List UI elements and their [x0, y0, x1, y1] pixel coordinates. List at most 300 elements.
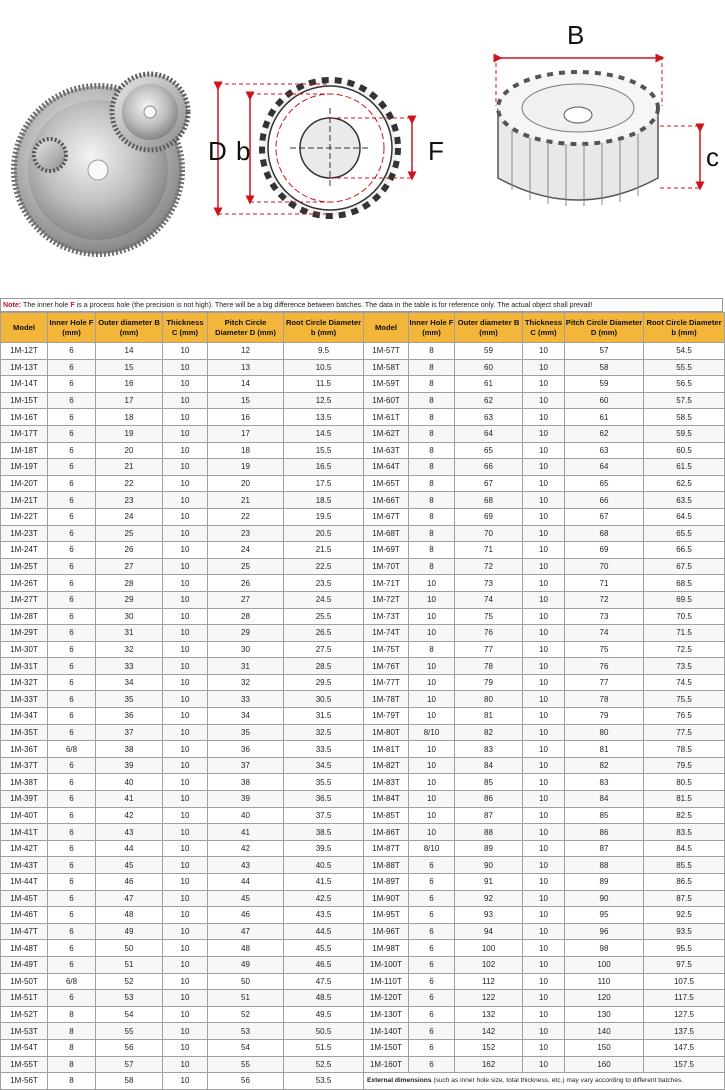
- table-row: [364, 724, 725, 741]
- cell-thickness: 10: [163, 492, 208, 509]
- cell-root-circle: 82.5: [644, 807, 725, 824]
- cell-root-circle: 49.5: [284, 1006, 364, 1023]
- cell-root-circle: 23.5: [284, 575, 364, 592]
- cell-root-circle: 61.5: [644, 459, 725, 476]
- cell-model: 1M-14T: [1, 376, 48, 393]
- cell-outer-diameter: 92: [455, 890, 523, 907]
- cell-thickness: 10: [523, 874, 565, 891]
- cell-thickness: 10: [163, 558, 208, 575]
- table-row: [1, 459, 364, 476]
- cell-outer-diameter: 38: [96, 741, 163, 758]
- cell-root-circle: 17.5: [284, 475, 364, 492]
- cell-inner-hole: 6: [409, 990, 455, 1007]
- header-inner-hole: Inner Hole F (mm): [48, 313, 96, 343]
- cell-model: 1M-72T: [364, 591, 409, 608]
- cell-root-circle: 46.5: [284, 956, 364, 973]
- cell-inner-hole: 6: [409, 1056, 455, 1073]
- table-row: [1, 442, 364, 459]
- cell-pitch-circle: 27: [208, 591, 284, 608]
- cell-model: 1M-80T: [364, 724, 409, 741]
- cell-outer-diameter: 93: [455, 907, 523, 924]
- cell-pitch-circle: 110: [565, 973, 644, 990]
- cell-thickness: 10: [523, 641, 565, 658]
- header-inner-hole: Inner Hole F (mm): [409, 313, 455, 343]
- cell-pitch-circle: 47: [208, 923, 284, 940]
- footer-bold: External dimensions: [367, 1077, 432, 1085]
- cell-inner-hole: 6: [48, 442, 96, 459]
- cell-pitch-circle: 62: [565, 425, 644, 442]
- cell-root-circle: 29.5: [284, 674, 364, 691]
- cell-outer-diameter: 75: [455, 608, 523, 625]
- cell-model: 1M-130T: [364, 1006, 409, 1023]
- table-row: [1, 625, 364, 642]
- cell-inner-hole: 6: [48, 641, 96, 658]
- cell-inner-hole: 8: [409, 558, 455, 575]
- cell-inner-hole: 6: [409, 857, 455, 874]
- table-row: [364, 708, 725, 725]
- cell-thickness: 10: [163, 990, 208, 1007]
- table-row: [1, 525, 364, 542]
- cell-inner-hole: 6: [48, 409, 96, 426]
- footer-note: [364, 1073, 725, 1090]
- cell-thickness: 10: [523, 343, 565, 360]
- cell-thickness: 10: [163, 508, 208, 525]
- cell-inner-hole: 8: [409, 475, 455, 492]
- cell-inner-hole: 8: [409, 409, 455, 426]
- cell-root-circle: 71.5: [644, 625, 725, 642]
- cell-pitch-circle: 32: [208, 674, 284, 691]
- cell-model: 1M-40T: [1, 807, 48, 824]
- cell-thickness: 10: [163, 1073, 208, 1090]
- cell-thickness: 10: [163, 525, 208, 542]
- cell-outer-diameter: 35: [96, 691, 163, 708]
- cell-thickness: 10: [523, 508, 565, 525]
- cell-root-circle: 9.5: [284, 343, 364, 360]
- cell-outer-diameter: 102: [455, 956, 523, 973]
- cell-pitch-circle: 16: [208, 409, 284, 426]
- cell-outer-diameter: 60: [455, 359, 523, 376]
- cell-thickness: 10: [163, 973, 208, 990]
- cell-model: 1M-62T: [364, 425, 409, 442]
- table-row: [364, 442, 725, 459]
- gear-front-diagram: [208, 80, 444, 216]
- cell-root-circle: 87.5: [644, 890, 725, 907]
- cell-inner-hole: 6: [409, 956, 455, 973]
- cell-inner-hole: 10: [409, 691, 455, 708]
- cell-thickness: 10: [163, 940, 208, 957]
- cell-outer-diameter: 26: [96, 542, 163, 559]
- cell-thickness: 10: [523, 658, 565, 675]
- cell-outer-diameter: 31: [96, 625, 163, 642]
- table-row: [364, 774, 725, 791]
- footer-row: [364, 1073, 725, 1090]
- cell-model: 1M-52T: [1, 1006, 48, 1023]
- note-highlight: F: [70, 301, 75, 309]
- cell-thickness: 10: [163, 1039, 208, 1056]
- cell-thickness: 10: [523, 475, 565, 492]
- cell-inner-hole: 6: [409, 1023, 455, 1040]
- cell-pitch-circle: 56: [208, 1073, 284, 1090]
- cell-root-circle: 95.5: [644, 940, 725, 957]
- cell-thickness: 10: [163, 425, 208, 442]
- cell-thickness: 10: [523, 857, 565, 874]
- header-root-circle: Root Circle Diameter b (mm): [284, 313, 364, 343]
- cell-model: 1M-56T: [1, 1073, 48, 1090]
- cell-pitch-circle: 64: [565, 459, 644, 476]
- table-row: [1, 508, 364, 525]
- table-row: [364, 956, 725, 973]
- cell-thickness: 10: [163, 807, 208, 824]
- cell-inner-hole: 10: [409, 757, 455, 774]
- cell-outer-diameter: 68: [455, 492, 523, 509]
- cell-model: 1M-100T: [364, 956, 409, 973]
- cell-thickness: 10: [523, 791, 565, 808]
- cell-model: 1M-73T: [364, 608, 409, 625]
- cell-model: 1M-49T: [1, 956, 48, 973]
- cell-root-circle: 43.5: [284, 907, 364, 924]
- cell-root-circle: 84.5: [644, 840, 725, 857]
- cell-pitch-circle: 73: [565, 608, 644, 625]
- table-row: [364, 625, 725, 642]
- cell-pitch-circle: 31: [208, 658, 284, 675]
- cell-root-circle: 44.5: [284, 923, 364, 940]
- cell-outer-diameter: 64: [455, 425, 523, 442]
- cell-model: 1M-58T: [364, 359, 409, 376]
- header-thickness: Thickness C (mm): [523, 313, 565, 343]
- cell-outer-diameter: 59: [455, 343, 523, 360]
- cell-model: 1M-42T: [1, 840, 48, 857]
- cell-pitch-circle: 50: [208, 973, 284, 990]
- cell-inner-hole: 8: [48, 1039, 96, 1056]
- cell-pitch-circle: 70: [565, 558, 644, 575]
- cell-pitch-circle: 15: [208, 392, 284, 409]
- table-row: [364, 525, 725, 542]
- product-illustration: [0, 0, 725, 298]
- table-row: [1, 425, 364, 442]
- cell-thickness: 10: [523, 425, 565, 442]
- cell-inner-hole: 6: [409, 1006, 455, 1023]
- cell-pitch-circle: 18: [208, 442, 284, 459]
- cell-outer-diameter: 94: [455, 923, 523, 940]
- cell-inner-hole: 8: [409, 508, 455, 525]
- cell-root-circle: 32.5: [284, 724, 364, 741]
- cell-pitch-circle: 35: [208, 724, 284, 741]
- cell-pitch-circle: 90: [565, 890, 644, 907]
- cell-root-circle: 45.5: [284, 940, 364, 957]
- table-row: [1, 907, 364, 924]
- cell-root-circle: 64.5: [644, 508, 725, 525]
- cell-root-circle: 48.5: [284, 990, 364, 1007]
- cell-thickness: 10: [163, 409, 208, 426]
- cell-thickness: 10: [163, 591, 208, 608]
- cell-root-circle: 47.5: [284, 973, 364, 990]
- table-row: [1, 874, 364, 891]
- cell-thickness: 10: [523, 890, 565, 907]
- header-outer-diameter: Outer diameter B (mm): [96, 313, 163, 343]
- cell-root-circle: 14.5: [284, 425, 364, 442]
- cell-outer-diameter: 49: [96, 923, 163, 940]
- table-row: [364, 1056, 725, 1073]
- cell-thickness: 10: [163, 824, 208, 841]
- cell-thickness: 10: [523, 575, 565, 592]
- cell-inner-hole: 8: [409, 359, 455, 376]
- cell-thickness: 10: [163, 791, 208, 808]
- cell-outer-diameter: 69: [455, 508, 523, 525]
- cell-pitch-circle: 71: [565, 575, 644, 592]
- cell-pitch-circle: 74: [565, 625, 644, 642]
- header-thickness: Thickness C (mm): [163, 313, 208, 343]
- cell-outer-diameter: 55: [96, 1023, 163, 1040]
- table-row: [364, 824, 725, 841]
- cell-pitch-circle: 72: [565, 591, 644, 608]
- cell-outer-diameter: 74: [455, 591, 523, 608]
- cell-thickness: 10: [163, 757, 208, 774]
- cell-inner-hole: 10: [409, 774, 455, 791]
- cell-outer-diameter: 37: [96, 724, 163, 741]
- cell-inner-hole: 6: [48, 774, 96, 791]
- cell-thickness: 10: [523, 1023, 565, 1040]
- cell-pitch-circle: 46: [208, 907, 284, 924]
- cell-pitch-circle: 65: [565, 475, 644, 492]
- cell-pitch-circle: 19: [208, 459, 284, 476]
- cell-inner-hole: 6: [48, 625, 96, 642]
- cell-root-circle: 28.5: [284, 658, 364, 675]
- cell-inner-hole: 8: [409, 525, 455, 542]
- cell-root-circle: 15.5: [284, 442, 364, 459]
- cell-thickness: 10: [163, 724, 208, 741]
- table-row: [364, 791, 725, 808]
- table-row: [364, 359, 725, 376]
- cell-inner-hole: 6: [409, 973, 455, 990]
- cell-thickness: 10: [163, 625, 208, 642]
- cell-thickness: 10: [163, 674, 208, 691]
- cell-root-circle: 78.5: [644, 741, 725, 758]
- cell-inner-hole: 6/8: [48, 973, 96, 990]
- cell-model: 1M-60T: [364, 392, 409, 409]
- cell-model: 1M-20T: [1, 475, 48, 492]
- cell-inner-hole: 6: [48, 425, 96, 442]
- table-row: [364, 343, 725, 360]
- cell-root-circle: 92.5: [644, 907, 725, 924]
- cell-thickness: 10: [523, 442, 565, 459]
- cell-pitch-circle: 21: [208, 492, 284, 509]
- cell-outer-diameter: 79: [455, 674, 523, 691]
- table-row: [1, 359, 364, 376]
- cell-root-circle: 63.5: [644, 492, 725, 509]
- cell-thickness: 10: [523, 956, 565, 973]
- cell-model: 1M-26T: [1, 575, 48, 592]
- cell-outer-diameter: 47: [96, 890, 163, 907]
- cell-thickness: 10: [523, 691, 565, 708]
- cell-root-circle: 70.5: [644, 608, 725, 625]
- cell-root-circle: 127.5: [644, 1006, 725, 1023]
- cell-model: 1M-79T: [364, 708, 409, 725]
- cell-inner-hole: 6: [48, 674, 96, 691]
- cell-model: 1M-46T: [1, 907, 48, 924]
- cell-outer-diameter: 90: [455, 857, 523, 874]
- cell-pitch-circle: 39: [208, 791, 284, 808]
- cell-model: 1M-43T: [1, 857, 48, 874]
- cell-pitch-circle: 14: [208, 376, 284, 393]
- table-row: [1, 724, 364, 741]
- cell-inner-hole: 6: [48, 940, 96, 957]
- note-text-2: is a process hole (the precision is not high). There will be a big difference between batches. The data in the table is for reference only. The actual object shall prevail!: [74, 301, 593, 309]
- cell-outer-diameter: 41: [96, 791, 163, 808]
- cell-thickness: 10: [163, 575, 208, 592]
- cell-pitch-circle: 43: [208, 857, 284, 874]
- cell-inner-hole: 6: [48, 591, 96, 608]
- cell-outer-diameter: 19: [96, 425, 163, 442]
- cell-outer-diameter: 122: [455, 990, 523, 1007]
- cell-inner-hole: 10: [409, 807, 455, 824]
- cell-model: 1M-29T: [1, 625, 48, 642]
- cell-pitch-circle: 29: [208, 625, 284, 642]
- cell-outer-diameter: 82: [455, 724, 523, 741]
- cell-root-circle: 19.5: [284, 508, 364, 525]
- cell-outer-diameter: 23: [96, 492, 163, 509]
- cell-pitch-circle: 20: [208, 475, 284, 492]
- cell-inner-hole: 6: [48, 990, 96, 1007]
- cell-inner-hole: 6: [48, 691, 96, 708]
- cell-thickness: 10: [523, 990, 565, 1007]
- cell-outer-diameter: 45: [96, 857, 163, 874]
- cell-pitch-circle: 22: [208, 508, 284, 525]
- cell-inner-hole: 8/10: [409, 724, 455, 741]
- cell-thickness: 10: [523, 409, 565, 426]
- cell-thickness: 10: [163, 691, 208, 708]
- cell-thickness: 10: [523, 359, 565, 376]
- cell-inner-hole: 6: [48, 890, 96, 907]
- cell-inner-hole: 6: [48, 874, 96, 891]
- table-row: [1, 674, 364, 691]
- cell-root-circle: 33.5: [284, 741, 364, 758]
- cell-model: 1M-31T: [1, 658, 48, 675]
- cell-thickness: 10: [163, 956, 208, 973]
- cell-model: 1M-81T: [364, 741, 409, 758]
- cell-inner-hole: 10: [409, 658, 455, 675]
- cell-outer-diameter: 32: [96, 641, 163, 658]
- cell-root-circle: 50.5: [284, 1023, 364, 1040]
- table-row: [1, 392, 364, 409]
- cell-root-circle: 11.5: [284, 376, 364, 393]
- cell-model: 1M-39T: [1, 791, 48, 808]
- cell-outer-diameter: 57: [96, 1056, 163, 1073]
- cell-outer-diameter: 77: [455, 641, 523, 658]
- cell-thickness: 10: [163, 608, 208, 625]
- cell-root-circle: 85.5: [644, 857, 725, 874]
- cell-outer-diameter: 81: [455, 708, 523, 725]
- cell-pitch-circle: 38: [208, 774, 284, 791]
- cell-pitch-circle: 36: [208, 741, 284, 758]
- cell-model: 1M-87T: [364, 840, 409, 857]
- cell-inner-hole: 10: [409, 708, 455, 725]
- cell-inner-hole: 10: [409, 575, 455, 592]
- cell-outer-diameter: 86: [455, 791, 523, 808]
- cell-pitch-circle: 23: [208, 525, 284, 542]
- cell-outer-diameter: 48: [96, 907, 163, 924]
- cell-pitch-circle: 84: [565, 791, 644, 808]
- cell-model: 1M-74T: [364, 625, 409, 642]
- cell-thickness: 10: [523, 840, 565, 857]
- cell-root-circle: 65.5: [644, 525, 725, 542]
- label-B: B: [567, 20, 585, 50]
- cell-outer-diameter: 65: [455, 442, 523, 459]
- cell-root-circle: 62.5: [644, 475, 725, 492]
- cell-model: 1M-63T: [364, 442, 409, 459]
- cell-pitch-circle: 77: [565, 674, 644, 691]
- cell-root-circle: 137.5: [644, 1023, 725, 1040]
- cell-thickness: 10: [163, 359, 208, 376]
- cell-inner-hole: 8: [48, 1056, 96, 1073]
- cell-outer-diameter: 142: [455, 1023, 523, 1040]
- cell-pitch-circle: 25: [208, 558, 284, 575]
- table-row: [364, 425, 725, 442]
- table-row: [1, 1006, 364, 1023]
- header-pitch-circle: Pitch Circle Diameter D (mm): [208, 313, 284, 343]
- cell-outer-diameter: 87: [455, 807, 523, 824]
- cell-pitch-circle: 120: [565, 990, 644, 1007]
- cell-pitch-circle: 28: [208, 608, 284, 625]
- cell-pitch-circle: 85: [565, 807, 644, 824]
- cell-model: 1M-17T: [1, 425, 48, 442]
- table-row: [1, 691, 364, 708]
- cell-inner-hole: 6: [48, 492, 96, 509]
- cell-root-circle: 57.5: [644, 392, 725, 409]
- cell-thickness: 10: [523, 608, 565, 625]
- cell-inner-hole: 8: [409, 425, 455, 442]
- cell-outer-diameter: 28: [96, 575, 163, 592]
- table-row: [364, 508, 725, 525]
- header-root-circle: Root Circle Diameter b (mm): [644, 313, 725, 343]
- table-row: [364, 840, 725, 857]
- table-row: [364, 940, 725, 957]
- cell-pitch-circle: 87: [565, 840, 644, 857]
- cell-model: 1M-35T: [1, 724, 48, 741]
- cell-inner-hole: 10: [409, 625, 455, 642]
- cell-root-circle: 76.5: [644, 708, 725, 725]
- cell-inner-hole: 8: [48, 1006, 96, 1023]
- cell-model: 1M-53T: [1, 1023, 48, 1040]
- table-row: [1, 774, 364, 791]
- cell-model: 1M-76T: [364, 658, 409, 675]
- cell-inner-hole: 10: [409, 824, 455, 841]
- cell-pitch-circle: 80: [565, 724, 644, 741]
- cell-inner-hole: 6: [409, 940, 455, 957]
- table-row: [1, 824, 364, 841]
- table-row: [364, 1006, 725, 1023]
- cell-model: 1M-45T: [1, 890, 48, 907]
- cell-outer-diameter: 40: [96, 774, 163, 791]
- cell-model: 1M-38T: [1, 774, 48, 791]
- cell-pitch-circle: 60: [565, 392, 644, 409]
- cell-outer-diameter: 14: [96, 343, 163, 360]
- table-row: [1, 1039, 364, 1056]
- cell-outer-diameter: 67: [455, 475, 523, 492]
- cell-inner-hole: 6: [48, 475, 96, 492]
- cell-model: 1M-78T: [364, 691, 409, 708]
- cell-thickness: 10: [163, 442, 208, 459]
- cell-thickness: 10: [163, 641, 208, 658]
- cell-model: 1M-90T: [364, 890, 409, 907]
- cell-thickness: 10: [523, 940, 565, 957]
- cell-inner-hole: 6: [409, 923, 455, 940]
- table-row: [364, 575, 725, 592]
- cell-model: 1M-85T: [364, 807, 409, 824]
- cell-outer-diameter: 84: [455, 757, 523, 774]
- table-row: [1, 608, 364, 625]
- cell-root-circle: 67.5: [644, 558, 725, 575]
- cell-outer-diameter: 89: [455, 840, 523, 857]
